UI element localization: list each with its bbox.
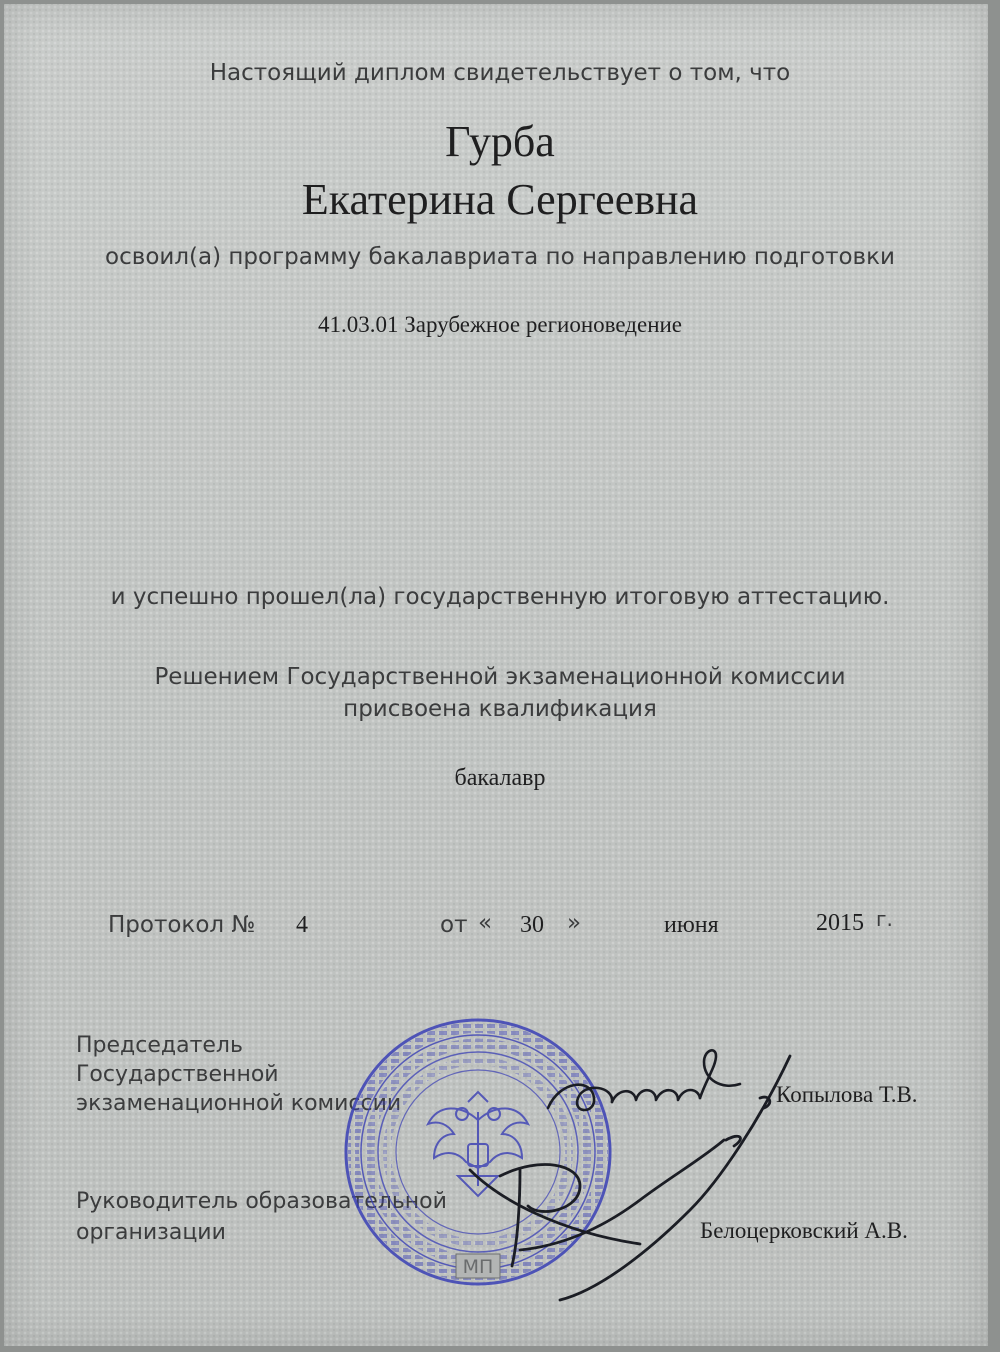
chair-title-line2: Государственной	[76, 1062, 279, 1087]
protocol-year: 2015	[816, 910, 864, 936]
qualification-value: бакалавр	[454, 765, 546, 791]
attestation-text: и успешно прошел(ла) государственную итоговую аттестацию.	[110, 584, 890, 610]
commission-decision-line1: Решением Государственной экзаменационной комиссии	[154, 664, 846, 690]
protocol-year-suffix: г.	[876, 907, 893, 931]
protocol-quote-open: «	[478, 910, 493, 936]
protocol-number: 4	[296, 912, 308, 938]
double-headed-eagle-emblem	[428, 1092, 528, 1196]
graduate-given-names: Екатерина Сергеевна	[301, 175, 699, 224]
program-name: 41.03.01 Зарубежное регионоведение	[317, 312, 683, 337]
graduate-surname: Гурба	[445, 117, 555, 166]
chair-name: Копылова Т.В.	[776, 1082, 918, 1107]
protocol-day: 30	[520, 912, 544, 938]
head-title-line2: организации	[76, 1220, 226, 1245]
commission-decision-line2: присвоена квалификация	[343, 696, 657, 722]
protocol-label: Протокол №	[108, 912, 256, 938]
protocol-month: июня	[664, 912, 719, 938]
protocol-from-label: от	[440, 912, 468, 938]
seal-mp-mark: МП	[462, 1256, 494, 1278]
head-name: Белоцерковский А.В.	[700, 1218, 908, 1243]
chair-title-line3: экзаменационной комиссии	[76, 1091, 402, 1116]
program-intro-text: освоил(а) программу бакалавриата по направлению подготовки	[105, 244, 895, 270]
protocol-quote-close: »	[567, 910, 582, 936]
intro-text: Настоящий диплом свидетельствует о том, что	[209, 60, 791, 86]
chair-title-line1: Председатель	[76, 1033, 243, 1058]
head-title-line1: Руководитель образовательной	[76, 1189, 447, 1214]
official-seal	[342, 1016, 614, 1288]
